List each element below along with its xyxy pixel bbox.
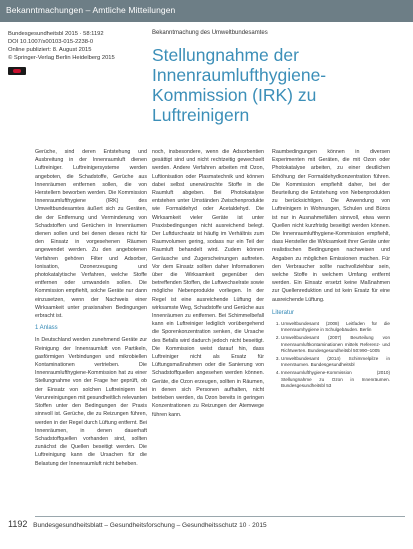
body-paragraph: Raumbedingungen können in diversen Experimenten mit Geräten, die mit Ozon oder Photokatalyse arbeiten, zu einer deutlichen Erhöhung der Formaldehydkonzentration führen. Die Kommission empfiehlt daher, bei der Beurteilung die Entstehung von Nebenprodukten zu berücksichtigen. Die Anwendung von Luftreinigern in Wohnungen, Schulen und Büros ist nur in Ausnahmefällen sinnvoll, etwa wenn Quellen nicht kurzfristig beseitigt werden können. Die Innenraumlufthygiene-Kommission empfiehlt, dass Hersteller die Wirksamkeit ihrer Geräte unter realistischen Bedingungen nachweisen und Angaben zu möglichen Emissionen machen. Für den Verbraucher sollte nachvollziehbar sein, welche Stoffe in welchem Umfang entfernt werden. Ein Einsatz ersetzt keine Maßnahmen zur Quellenreduktion und ist kein Ersatz für eine ausreichende Lüftung. — [272, 149, 390, 303]
online-date-line: Online publiziert: 8. August 2015 — [8, 47, 92, 53]
body-paragraph: noch, insbesondere, wenn die Adsorbentien gesättigt sind und nicht rechtzeitig gewechselt werden. Andere Verfahren arbeiten mit Ozon, Luftionisation oder Plasmatechnik und können dabei selbst unerwünschte Stoffe in die Raumluft abgeben. Bei Photokatalyse entstehen unter Umständen Zwischenprodukte wie Formaldehyd oder Acetaldehyd. Die Wirksamkeit vieler Geräte ist unter Praxisbedingungen nicht ausreichend belegt. Der Luftdurchsatz ist häufig im Verhältnis zum Raumvolumen gering, sodass nur ein Teil der Raumluft behandelt wird. Zudem können Geräusche und Zugerscheinungen auftreten. Vor dem Einsatz sollten daher Informationen über die Wirksamkeit gegenüber den betreffenden Stoffen, die Luftwechselrate sowie mögliche Nebenprodukte vorliegen. In der Regel ist eine ausreichende Lüftung der wirksamste Weg, Schadstoffe und Gerüche aus Innenräumen zu entfernen. Bei Schimmelbefall kann ein Luftreiniger lediglich vorübergehend die Sporenkonzentration senken, die Ursache des Befalls wird dadurch jedoch nicht beseitigt. Die Kommission weist darauf hin, dass Luftreiniger nicht als Ersatz für Lüftungsmaßnahmen oder die Sanierung von Schadstoffquellen angesehen werden können. Geräte, die Ozon erzeugen, sollten in Räumen, in denen sich Personen aufhalten, nicht betrieben werden, da Ozon bereits in geringen Konzentrationen zu Reizungen der Atemwege führen kann. — [152, 149, 264, 418]
footer-divider — [35, 516, 405, 517]
reference-item: 2. Umweltbundesamt (2007) Beurteilung von Innenraumluftkontaminationen mittels Referenz- und Richtwerten. Bundesgesundheitsbl 50:990–1005 — [281, 335, 390, 354]
body-paragraph: In Deutschland werden zunehmend Geräte zur Reinigung der Innenraumluft von Partikeln, gasförmigen Verbindungen und mikrobiellen Kontaminationen vertrieben. Die Innenraumlufthygiene-Kommission hat zu einer Stellungnahme von der Frage her geprüft, ob der Einsatz von solchen Luftreinigern bei Verunreinigungen mit gesundheitlich relevanten Stoffen unter den Bedingungen der Praxis sinnvoll ist. Gerüche, die zu Reizungen führen, werden in der Regel durch Lüftung entfernt. Bei Innenräumen, in denen dauerhaft Schadstoffquellen vorhanden sind, sollten zunächst die Quellen beseitigt werden. Die Luftreinigung kann die Ursachen für die Belastung der Innenraumluft nicht beheben. — [35, 337, 147, 467]
journal-footer-text: Bundesgesundheitsblatt – Gesundheitsforschung – Gesundheitsschutz 10 · 2015 — [33, 522, 267, 529]
section-heading-anlass: 1 Anlass — [35, 325, 58, 332]
citation-line: Bundesgesundheitsbl 2015 · 58:1192 — [8, 31, 104, 37]
references-heading: Literatur — [272, 309, 295, 316]
reference-item: 1. Umweltbundesamt (2008) Leitfaden für die Innenraumhygiene in Schulgebäuden. Berlin — [281, 321, 390, 333]
reference-item: 4. Innenraumlufthygiene-Kommission (2010) Stellungnahme zu Ozon in Innenräumen. Bundesgesundheitsbl 53 — [281, 370, 390, 389]
journal-section-banner — [0, 0, 413, 22]
page-footer — [8, 519, 267, 529]
reference-item: 3. Umweltbundesamt (2014) Schimmelpilze in Innenräumen. Bundesgesundheitsbl — [281, 356, 390, 368]
text-column-1 — [35, 148, 147, 516]
references-list — [272, 321, 390, 389]
article-metadata — [8, 30, 130, 62]
abstract-paragraph: Gerüche, sind deren Entstehung und Ausbreitung in der Innenraumluft dienen Luftreiniger. Luftreinigersysteme werden angeboten, die Schadstoffe, Gerüche aus Innenräumen entfernen sollen, die von Herstellern beworben werden. Die Kommission Innenraumlufthygiene (IRK) des Umweltbundesamtes äußert sich zu Geräten, die der Entfernung und Verminderung von Schadstoffen und Gerüchen in Innenräumen dienen sollen und bei denen dieses nicht für den Einsatz in vorgesehenen Räumen angewendet werden. Zu den angebotenen Verfahren gehören Filter und Adsorber, Ionisation, Ozonerzeugung und photokatalytische Verfahren, welche Stoffe entfernen oder umwandeln sollen. Die Kommission empfiehlt, solche Geräte nur dann einzusetzen, wenn der Nachweis einer Wirksamkeit unter praxisnahen Bedingungen erbracht ist. — [35, 149, 147, 320]
publisher-logo-icon — [8, 67, 26, 75]
page-number: 1192 — [8, 519, 28, 529]
article-title: Stellungnahme der Innenraumlufthygiene-Kommission (IRK) zu Luftreinigern — [152, 45, 327, 125]
text-column-3 — [272, 148, 390, 516]
section-banner-text: Bekanntmachungen – Amtliche Mitteilungen — [6, 5, 176, 15]
article-section-label: Bekanntmachung des Umweltbundesamtes — [152, 30, 268, 36]
text-column-2 — [152, 148, 264, 516]
copyright-line: © Springer-Verlag Berlin Heidelberg 2015 — [8, 55, 115, 61]
doi-line: DOI 10.1007/s00103-015-2238-0 — [8, 39, 94, 45]
